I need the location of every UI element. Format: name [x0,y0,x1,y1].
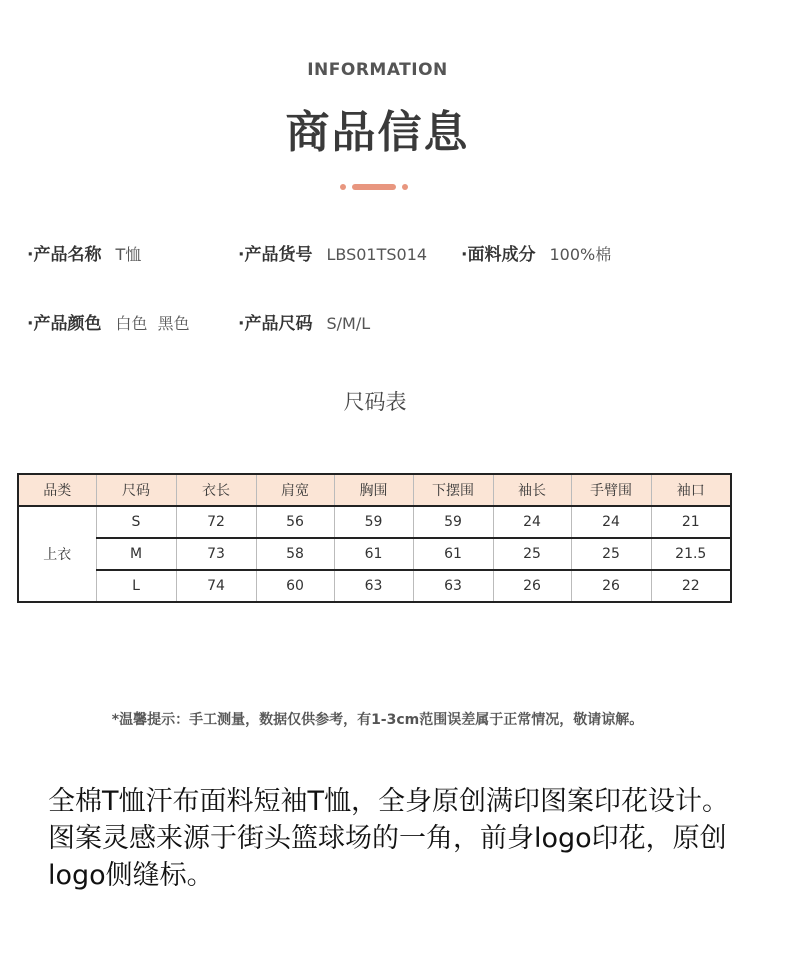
table-cell: 63 [334,570,413,602]
col-header: 下摆围 [413,474,493,506]
info-item-material: ·面料成分 100%棉 [461,245,612,265]
size-chart-table [17,473,732,603]
table-cell: 26 [571,570,651,602]
table-cell: 59 [334,506,413,538]
table-cell: 59 [413,506,493,538]
table-cell: 25 [493,538,571,570]
table-cell: L [96,570,176,602]
table-cell: 72 [176,506,256,538]
table-cell: 74 [176,570,256,602]
info-item-name: ·产品名称 T恤 [27,245,142,265]
table-row [18,538,731,570]
table-cell: S [96,506,176,538]
measurement-note: *温馨提示：手工测量，数据仅供参考，有1-3cm范围误差属于正常情况，敬请谅解。 [111,712,644,728]
table-cell: 22 [651,570,731,602]
page-title: 商品信息 [285,107,470,158]
table-cell: 63 [413,570,493,602]
table-cell: 26 [493,570,571,602]
category-cell: 上衣 [18,506,96,602]
col-header: 肩宽 [256,474,334,506]
info-item-size: ·产品尺码 S/M/L [238,314,371,334]
col-header: 衣长 [176,474,256,506]
col-header: 品类 [18,474,96,506]
size-chart-title: 尺码表 [343,390,407,414]
table-cell: 61 [413,538,493,570]
table-cell: 58 [256,538,334,570]
table-cell: 24 [493,506,571,538]
col-header: 袖口 [651,474,731,506]
table-cell: 60 [256,570,334,602]
info-eyebrow: INFORMATION [307,60,448,80]
table-cell: 25 [571,538,651,570]
table-cell: 21.5 [651,538,731,570]
table-cell: 56 [256,506,334,538]
table-cell: M [96,538,176,570]
col-header: 尺码 [96,474,176,506]
col-header: 袖长 [493,474,571,506]
table-header-row [18,474,731,506]
table-row [18,506,731,538]
table-cell: 61 [334,538,413,570]
table-cell: 73 [176,538,256,570]
table-cell: 21 [651,506,731,538]
table-row [18,570,731,602]
info-item-sku: ·产品货号 LBS01TS014 [238,245,428,265]
info-row-1 [0,240,790,264]
title-divider [340,184,408,190]
info-row-2 [0,309,790,333]
info-item-color: ·产品颜色 白色 黑色 [27,314,190,334]
col-header: 手臂围 [571,474,651,506]
col-header: 胸围 [334,474,413,506]
table-cell: 24 [571,506,651,538]
product-description: 全棉T恤汗布面料短袖T恤，全身原创满印图案印花设计。图案灵感来源于街头篮球场的一角，前身logo印花，原创logo侧缝标。 [48,786,729,891]
